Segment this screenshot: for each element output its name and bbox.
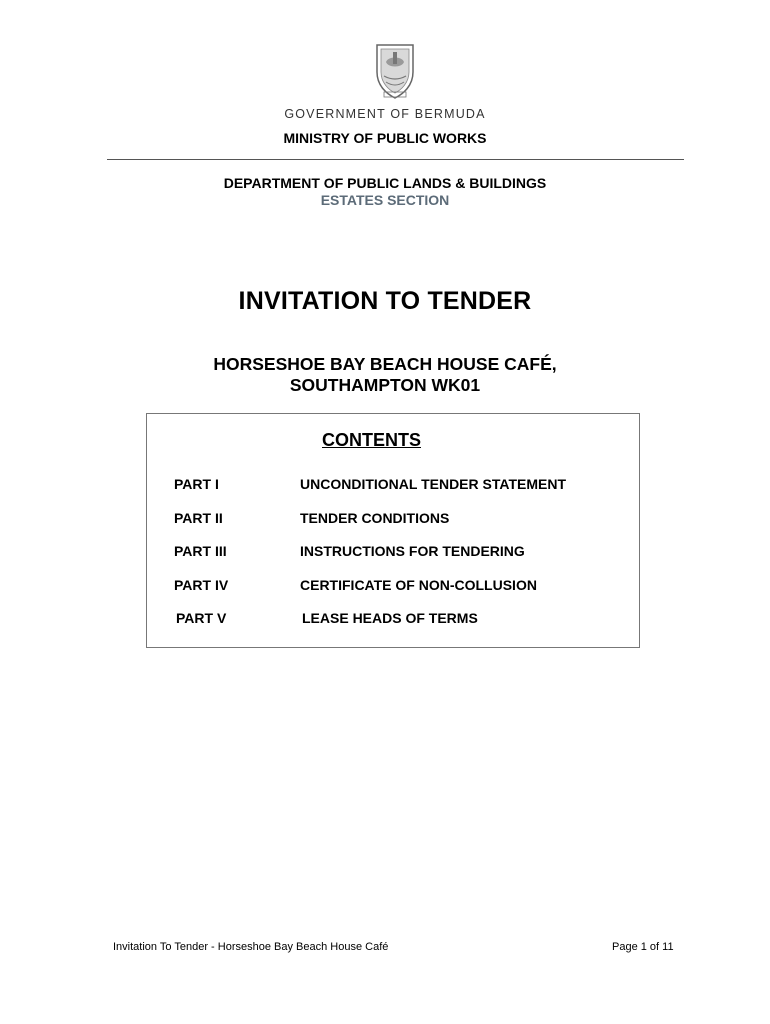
- department-name: DEPARTMENT OF PUBLIC LANDS & BUILDINGS: [223, 175, 547, 191]
- ministry-name: MINISTRY OF PUBLIC WORKS: [283, 130, 487, 146]
- government-name: GOVERNMENT OF BERMUDA: [284, 107, 486, 121]
- footer-document-name: Invitation To Tender - Horseshoe Bay Beach House Café: [113, 941, 389, 953]
- document-title: INVITATION TO TENDER: [238, 287, 532, 315]
- contents-part-label: PART I: [174, 476, 219, 492]
- contents-part-title: INSTRUCTIONS FOR TENDERING: [300, 543, 525, 559]
- contents-part-label: PART II: [174, 510, 223, 526]
- contents-part-title: UNCONDITIONAL TENDER STATEMENT: [300, 476, 566, 492]
- contents-part-label: PART III: [174, 543, 227, 559]
- contents-part-title: CERTIFICATE OF NON-COLLUSION: [300, 577, 537, 593]
- header-divider: [107, 159, 684, 160]
- contents-part-label: PART IV: [174, 577, 229, 593]
- contents-part-title: LEASE HEADS OF TERMS: [302, 610, 478, 626]
- document-subtitle-line2: SOUTHAMPTON WK01: [289, 375, 481, 395]
- document-subtitle-line1: HORSESHOE BAY BEACH HOUSE CAFÉ,: [213, 354, 557, 374]
- footer-page-number: Page 1 of 11: [612, 941, 674, 953]
- contents-part-label: PART V: [176, 610, 227, 626]
- contents-part-title: TENDER CONDITIONS: [300, 510, 450, 526]
- section-name: ESTATES SECTION: [320, 192, 450, 208]
- contents-heading: CONTENTS: [322, 430, 421, 450]
- bermuda-crest-logo: [372, 42, 418, 100]
